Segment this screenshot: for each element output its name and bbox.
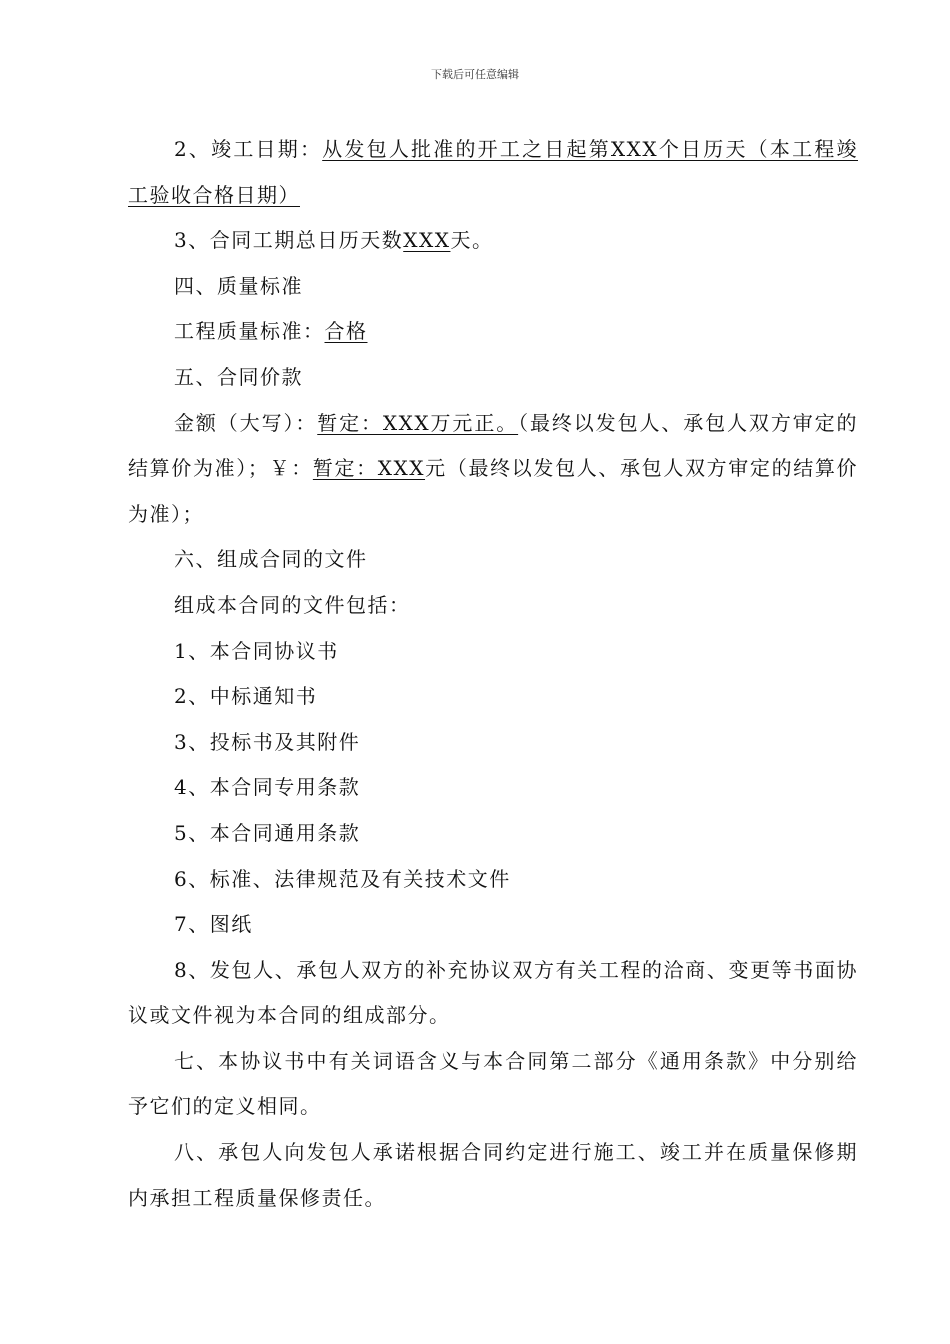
documents-intro: 组成本合同的文件包括： <box>174 592 411 617</box>
quality-standard-label: 工程质量标准： <box>174 319 325 344</box>
list-item: 2、中标通知书 <box>174 684 318 709</box>
list-item: 8、发包人、承包人双方的补充协议双方有关工程的洽商、变更等书面协议或文件视为本合同的组成部分。 <box>128 957 858 1028</box>
warranty-paragraph: 八、承包人向发包人承诺根据合同约定进行施工、竣工并在质量保修期内承担工程质量保修责任。 <box>128 1140 858 1210</box>
amount-trail: 元（最终以发包人、承包人双方审定的结算价为准）； <box>128 456 859 526</box>
document-body <box>128 127 858 1221</box>
section-heading-price: 五、合同价款 <box>174 364 303 389</box>
contract-duration-value: XXX <box>403 228 451 253</box>
list-item: 4、本合同专用条款 <box>174 775 361 800</box>
contract-duration-paragraph <box>128 218 858 264</box>
list-item: 1、本合同协议书 <box>174 638 339 663</box>
completion-date-paragraph <box>128 127 858 218</box>
page-header: 下载后可任意编辑 <box>431 68 519 81</box>
quality-standard-value: 合格 <box>324 319 368 344</box>
amount-label: 金额（大写）： <box>174 410 318 435</box>
completion-date-label: 2、竣工日期： <box>174 137 323 161</box>
contract-duration-unit: 天。 <box>450 228 494 253</box>
amount-figure-value: 暂定：XXX <box>312 456 426 481</box>
list-item: 5、本合同通用条款 <box>174 820 361 845</box>
contract-amount-paragraph <box>128 401 858 538</box>
definitions-paragraph: 七、本协议书中有关词语含义与本合同第二部分《通用条款》中分别给予它们的定义相同。 <box>128 1048 858 1119</box>
list-item: 3、投标书及其附件 <box>174 729 361 754</box>
amount-words-value: 暂定：XXX万元正。 <box>317 410 519 435</box>
quality-standard-paragraph <box>128 309 858 355</box>
completion-date-value: 从发包人批准的开工之日起第XXX个日历天（本工程竣工验收合格日期） <box>128 137 858 207</box>
section-heading-documents: 六、组成合同的文件 <box>174 547 368 572</box>
list-item: 7、图纸 <box>174 912 253 937</box>
list-item: 6、标准、法律规范及有关技术文件 <box>174 866 511 891</box>
amount-note: （最终以发包人、承包人双方审定的结算价为准）；￥： <box>128 410 858 481</box>
contract-duration-label: 3、合同工期总日历天数 <box>174 228 404 253</box>
section-heading-quality: 四、质量标准 <box>174 273 303 298</box>
